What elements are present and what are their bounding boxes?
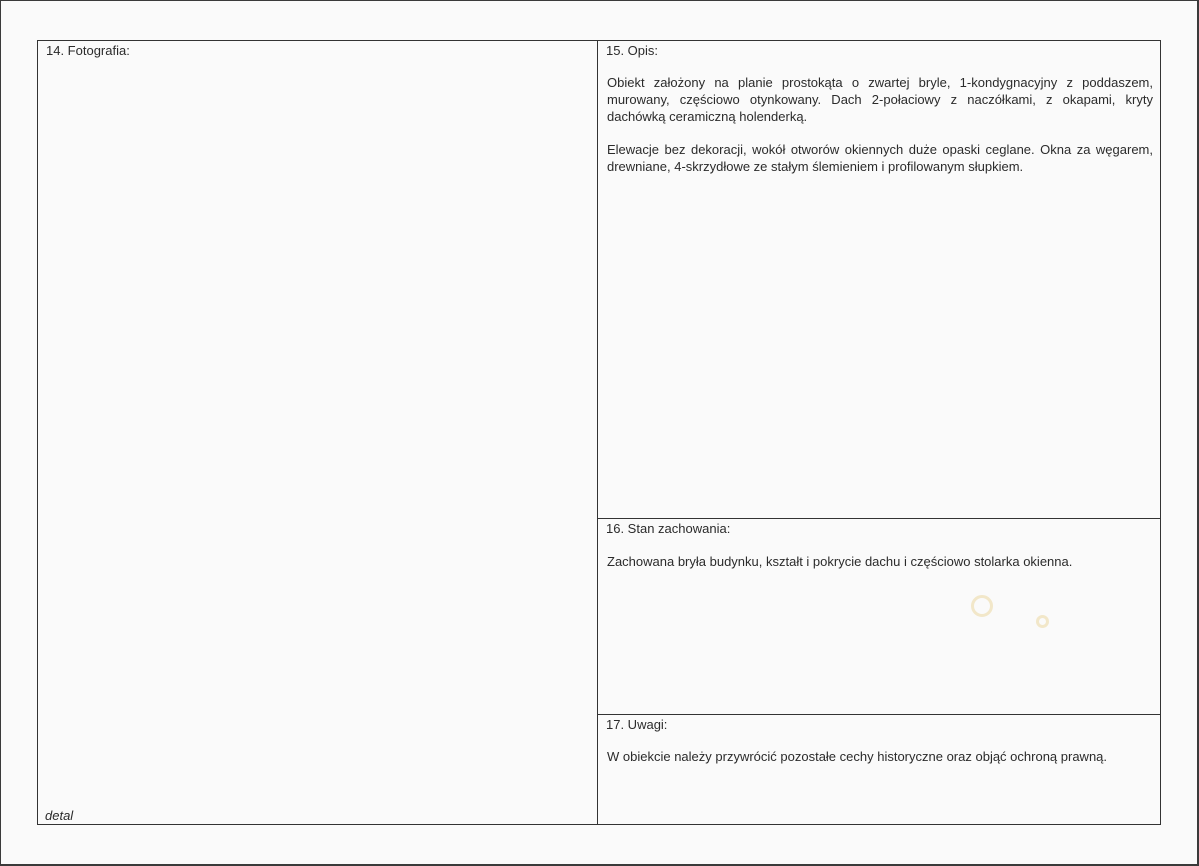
stain-mark-small	[1036, 615, 1049, 628]
remarks-text: W obiekcie należy przywrócić pozostałe cechy historyczne oraz objąć ochroną prawną.	[607, 749, 1108, 764]
photo-caption: detal	[45, 808, 74, 823]
description-paragraph-1: Obiekt założony na planie prostokąta o zwartej bryle, 1-kondygnacyjny z poddaszem, murowany, częściowo otynkowany. Dach 2-połaciowy z naczółkami, z okapami, kryty dachówką ceramiczną holenderką.	[607, 75, 1153, 124]
photo-section	[38, 41, 598, 824]
remarks-section	[598, 715, 1160, 824]
description-paragraph-2: Elewacje bez dekoracji, wokół otworów okiennych duże opaski ceglane. Okna za węgarem, drewniane, 4-skrzydłowe ze stałym ślemieniem i profilowanym słupkiem.	[607, 142, 1153, 174]
description-heading: 15. Opis:	[606, 43, 659, 58]
condition-section	[598, 519, 1160, 715]
condition-text: Zachowana bryła budynku, kształt i pokrycie dachu i częściowo stolarka okienna.	[607, 554, 1073, 569]
condition-heading: 16. Stan zachowania:	[606, 521, 731, 536]
remarks-heading: 17. Uwagi:	[606, 717, 668, 732]
description-section	[598, 41, 1160, 519]
stain-mark-large	[971, 595, 993, 617]
document-page	[1, 1, 1197, 864]
photo-heading: 14. Fotografia:	[46, 43, 130, 58]
right-column	[598, 41, 1160, 824]
record-form	[37, 40, 1161, 825]
